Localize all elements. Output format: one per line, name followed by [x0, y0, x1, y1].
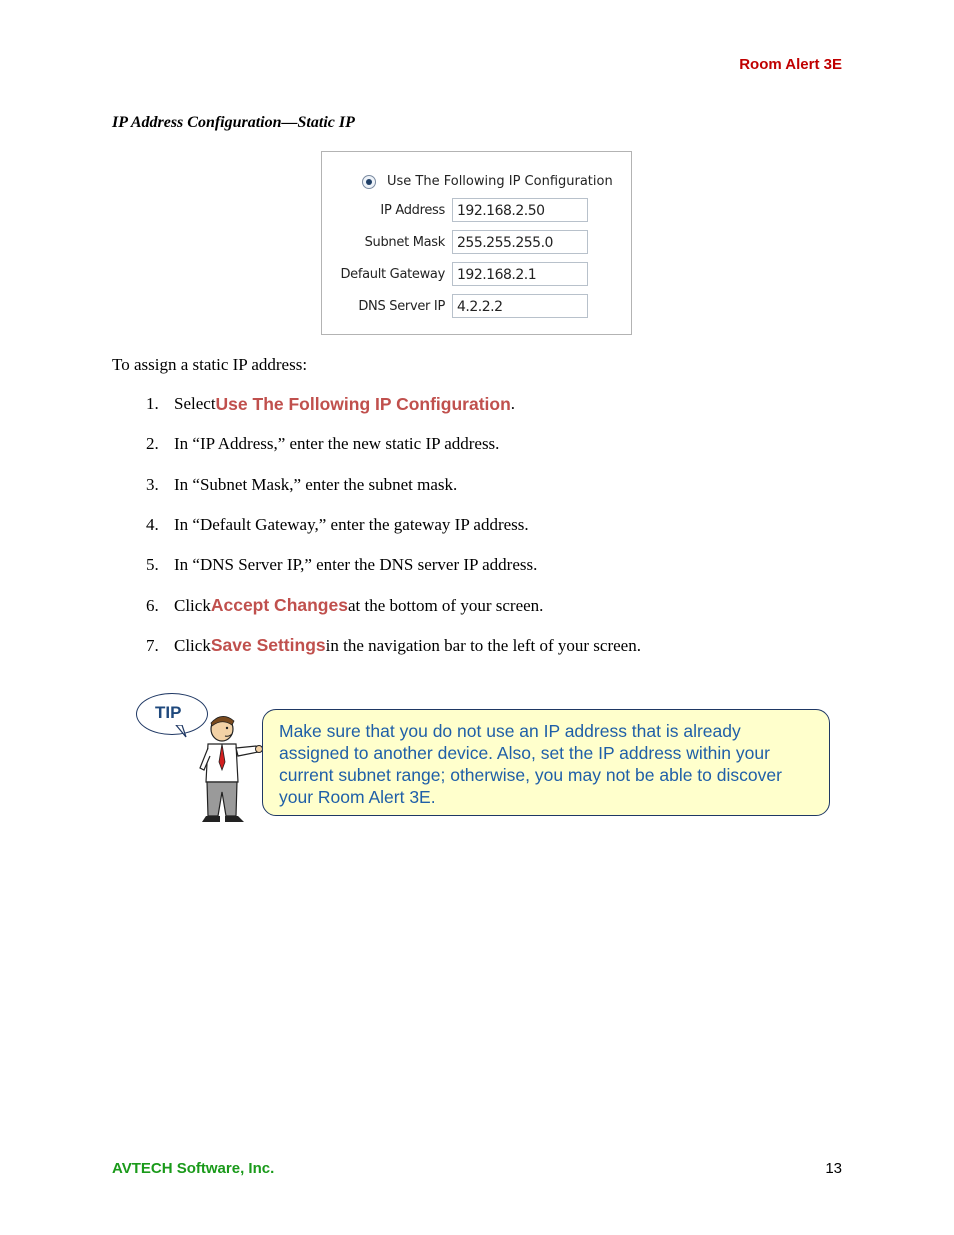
step-highlight: Accept Changes — [210, 595, 348, 616]
step-number: 2. — [146, 434, 159, 454]
default-gateway-field[interactable]: 192.168.2.1 — [452, 262, 588, 286]
step-text: In “IP Address,” enter the new static IP address. — [174, 434, 500, 454]
field-label: DNS Server IP — [358, 299, 445, 314]
step-text-tail: in the navigation bar to the left of your screen. — [325, 635, 641, 655]
list-item — [112, 384, 832, 424]
field-label: Subnet Mask — [364, 235, 445, 250]
dns-server-field[interactable]: 4.2.2.2 — [452, 294, 588, 318]
tip-callout-box — [262, 709, 830, 816]
list-item — [112, 545, 832, 585]
static-ip-radio-row[interactable] — [362, 174, 613, 189]
step-text: In “DNS Server IP,” enter the DNS server IP address. — [174, 555, 538, 575]
section-heading: IP Address Configuration—Static IP — [112, 114, 355, 131]
step-text: Select — [174, 394, 216, 414]
step-text: Click — [174, 635, 211, 655]
step-highlight: Use The Following IP Configuration — [215, 393, 511, 414]
subnet-mask-row — [322, 230, 631, 256]
ip-address-row — [322, 198, 631, 224]
page-number: 13 — [825, 1160, 842, 1177]
list-item — [112, 424, 832, 464]
subnet-mask-field[interactable]: 255.255.255.0 — [452, 230, 588, 254]
step-number: 6. — [146, 595, 159, 615]
header-product-title: Room Alert 3E — [739, 56, 842, 73]
step-number: 4. — [146, 515, 159, 535]
steps-list — [112, 384, 832, 666]
step-number: 1. — [146, 394, 159, 414]
list-item — [112, 465, 832, 505]
intro-text: To assign a static IP address: — [112, 355, 308, 374]
dns-server-row — [322, 294, 631, 320]
tip-text: Make sure that you do not use an IP address that is already assigned to another device. Also, set the IP address within your current subnet range; otherwise, you may not be able to discover your Room Alert 3E. — [279, 721, 782, 807]
ip-address-field[interactable]: 192.168.2.50 — [452, 198, 588, 222]
footer-company: AVTECH Software, Inc. — [112, 1160, 275, 1177]
step-number: 3. — [146, 474, 159, 494]
list-item — [112, 626, 832, 666]
radio-selected-icon[interactable] — [362, 175, 376, 189]
step-text-tail: . — [510, 394, 516, 414]
step-text-tail: at the bottom of your screen. — [347, 595, 544, 615]
ip-config-screenshot — [321, 151, 632, 335]
step-text: Click — [174, 595, 211, 615]
radio-label: Use The Following IP Configuration — [387, 174, 613, 189]
list-item — [112, 505, 832, 545]
presenter-figure-icon — [192, 712, 264, 824]
step-number: 7. — [146, 635, 159, 655]
step-text: In “Default Gateway,” enter the gateway IP address. — [174, 515, 529, 535]
field-label: Default Gateway — [340, 267, 445, 282]
speech-bubble-tail-icon — [174, 725, 188, 739]
step-highlight: Save Settings — [210, 635, 326, 656]
step-number: 5. — [146, 555, 159, 575]
default-gateway-row — [322, 262, 631, 288]
step-text: In “Subnet Mask,” enter the subnet mask. — [174, 474, 458, 494]
list-item — [112, 585, 832, 625]
field-label: IP Address — [380, 203, 445, 218]
tip-label: TIP — [155, 703, 182, 722]
